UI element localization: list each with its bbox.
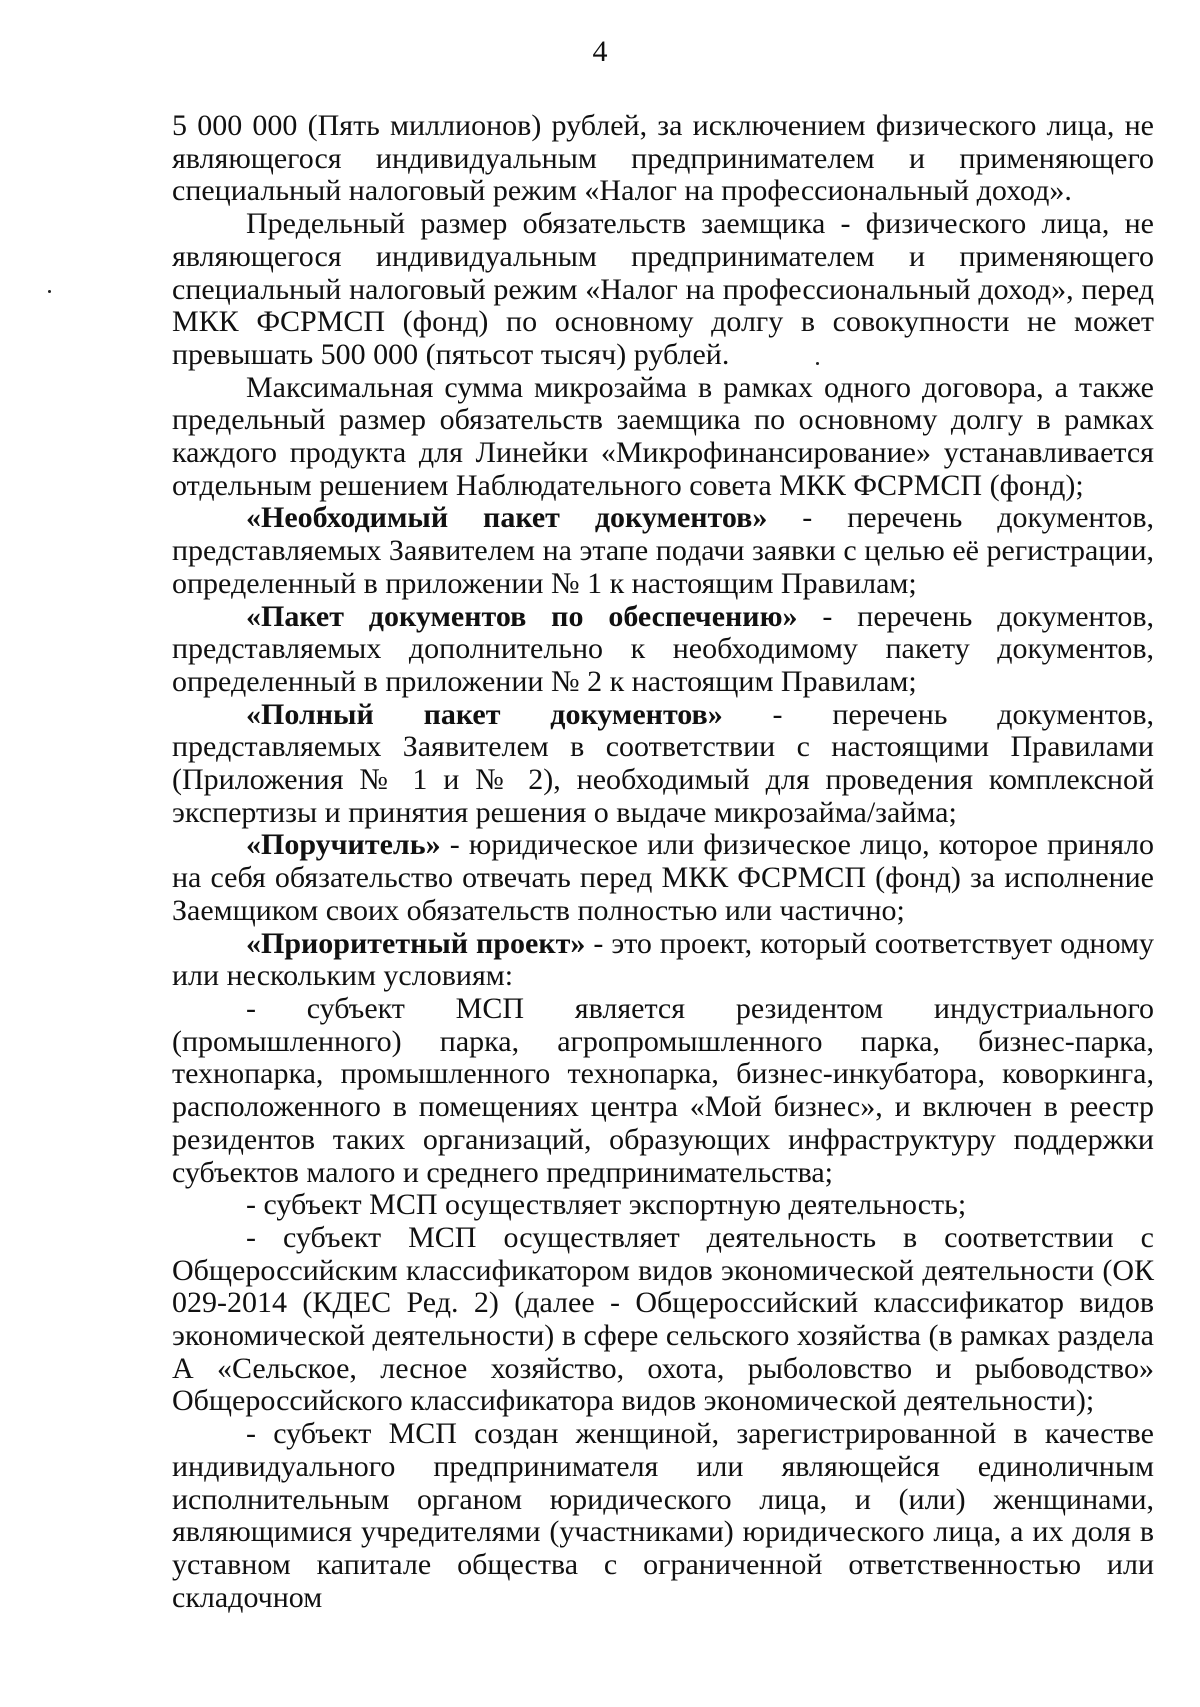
defined-term: «Пакет документов по обеспечению»	[246, 599, 798, 633]
definition-paragraph: «Полный пакет документов» - перечень документов, представляемых Заявителем в соответствии с настоящими Правилами (Приложения № 1 и № 2), необходимый для проведения комплексной экспертизы и принятия решения о выдаче микрозайма/займа;	[172, 697, 1154, 829]
paragraph: Максимальная сумма микрозайма в рамках одного договора, а также предельный размер обязательств заемщика по основному долгу в рамках каждого продукта для Линейки «Микрофинансирование» устанавливается отдельным решением Наблюдательного совета МКК ФСРМСП (фонд);	[172, 370, 1154, 502]
definition-paragraph: «Приоритетный проект» - это проект, который соответствует одному или нескольким условиям:	[172, 926, 1154, 993]
paragraph: Предельный размер обязательств заемщика - физического лица, не являющегося индивидуальным предпринимателем и применяющего специальный налоговый режим «Налог на профессиональный доход», перед МКК ФСРМСП (фонд) по основному долгу в совокупности не может превышать 500 000 (пятьсот тысяч) рублей.	[172, 207, 1154, 371]
scan-speck	[48, 290, 51, 293]
scan-speck	[816, 362, 819, 365]
list-item: - субъект МСП осуществляет деятельность в соответствии с Общероссийским классификатором видов экономической деятельности (ОК 029-2014 (КДЕС Ред. 2) (далее - Общероссийский классификатор видов экономической деятельности) в сфере сельского хозяйства (в рамках раздела А «Сельское, лесное хозяйство, охота, рыболовство и рыбоводство» Общероссийского классификатора видов экономической деятельности);	[172, 1220, 1154, 1418]
definition-paragraph: «Необходимый пакет документов» - перечень документов, представляемых Заявителем на этапе подачи заявки с целью её регистрации, определенный в приложении № 1 к настоящим Правилам;	[172, 501, 1154, 600]
paragraph: 5 000 000 (Пять миллионов) рублей, за исключением физического лица, не являющегося индивидуальным предпринимателем и применяющего специальный налоговый режим «Налог на профессиональный доход».	[172, 109, 1154, 208]
definition-paragraph: «Пакет документов по обеспечению» - перечень документов, представляемых дополнительно к необходимому пакету документов, определенный в приложении № 2 к настоящим Правилам;	[172, 599, 1154, 698]
defined-term: «Необходимый пакет документов»	[246, 501, 768, 535]
list-item: - субъект МСП осуществляет экспортную деятельность;	[246, 1188, 967, 1222]
list-item: - субъект МСП создан женщиной, зарегистрированной в качестве индивидуального предпринимателя или являющейся единоличным исполнительным органом юридического лица, и (или) женщинами, являющимися учредителями (участниками) юридического лица, а их доля в уставном капитале общества с ограниченной ответственностью или складочном	[172, 1417, 1154, 1614]
defined-term: «Полный пакет документов»	[246, 697, 723, 731]
definition-paragraph: «Поручитель» - юридическое или физическое лицо, которое приняло на себя обязательство отвечать перед МКК ФСРМСП (фонд) за исполнение Заемщиком своих обязательств полностью или частично;	[172, 828, 1154, 927]
defined-term: «Поручитель»	[246, 828, 441, 862]
defined-term: «Приоритетный проект»	[246, 926, 586, 960]
list-item: - субъект МСП является резидентом индустриального (промышленного) парка, агропромышленного парка, бизнес-парка, технопарка, промышленного технопарка, бизнес-инкубатора, коворкинга, расположенного в помещениях центра «Мой бизнес», и включен в реестр резидентов таких организаций, образующих инфраструктуру поддержки субъектов малого и среднего предпринимательства;	[172, 991, 1154, 1189]
document-body	[172, 110, 1154, 1614]
page-number: 4	[592, 35, 608, 68]
